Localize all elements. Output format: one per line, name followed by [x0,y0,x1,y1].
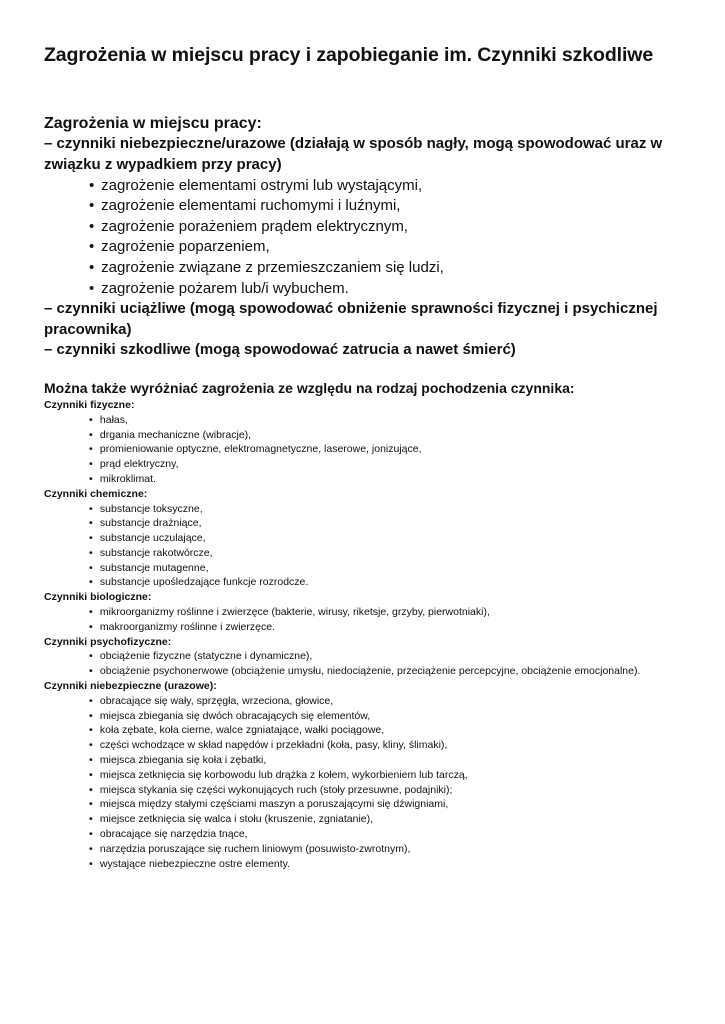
bullet-icon: • [89,768,93,781]
list-item: • zagrożenie związane z przemieszczaniem się ludzi, [89,258,685,279]
category-onerous [44,299,685,340]
list-item: • miejsca zbiegania się koła i zębatki, [89,754,267,767]
list-item: • zagrożenie elementami ruchomymi i luźnymi, [89,196,685,217]
bullet-icon: • [89,532,93,545]
list-item: • obciążenie psychonerwowe (obciążenie umysłu, niedociążenie, przeciążenie percepcyjne, obciążenie emocjonalne). [89,665,641,678]
list-item: • miejsca między stałymi częściami maszyn a poruszającymi się dźwigniami, [89,798,449,811]
list-item: • substancje drażniące, [89,517,202,530]
bullet-icon: • [89,798,93,811]
group-list [44,605,685,635]
bullet-icon: • [89,694,93,707]
list-item: • zagrożenie elementami ostrymi lub wystającymi, [89,176,685,197]
list-item: • koła zębate, koła cierne, walce zgniatające, wałki pociągowe, [89,724,385,737]
bullet-icon: • [89,546,93,559]
list-item: • zagrożenie poparzeniem, [89,237,685,258]
category-line: – czynniki uciążliwe (mogą spowodować obniżenie sprawności fizycznej i psychicznej [44,300,658,318]
bullet-icon: • [89,842,93,855]
bullet-icon: • [89,217,95,235]
list-item: • substancje mutagenne, [89,561,209,574]
list-item: • promieniowanie optyczne, elektromagnetyczne, laserowe, jonizujące, [89,443,422,456]
bullet-icon: • [89,413,93,426]
list-item: • drgania mechaniczne (wibracje), [89,428,252,441]
bullet-icon: • [89,724,93,737]
bullet-icon: • [89,754,93,767]
bullet-icon: • [89,176,95,194]
bullet-icon: • [89,739,93,752]
bullet-icon: • [89,517,93,530]
page-title: Zagrożenia w miejscu pracy i zapobieganie im. Czynniki szkodliwe [44,44,654,66]
list-item: • substancje toksyczne, [89,502,203,515]
list-item: • obciążenie fizyczne (statyczne i dynamiczne), [89,650,313,663]
bullet-icon: • [89,665,93,678]
bullet-icon: • [89,828,93,841]
list-item: • hałas, [89,413,128,426]
group-list [44,649,685,679]
list-item: • zagrożenie pożarem lub/i wybuchem. [89,279,685,300]
group-list [44,413,685,487]
bullet-icon: • [89,279,95,297]
bullet-icon: • [89,783,93,796]
group-title: Czynniki biologiczne: [44,591,152,604]
bullet-icon: • [89,258,95,276]
group-title: Czynniki chemiczne: [44,487,148,500]
list-item: • miejsca stykania się części wykonujących ruch (stoły przesuwne, podajniki); [89,783,453,796]
group-title: Czynniki fizyczne: [44,398,135,411]
bullet-icon: • [89,443,93,456]
category-harmful: – czynniki szkodliwe (mogą spowodować zatrucia a nawet śmierć) [44,341,516,359]
bullet-icon: • [89,813,93,826]
list-item: • części wchodzące w skład napędów i przekładni (koła, pasy, kliny, ślimaki), [89,739,448,752]
group-list [44,694,685,872]
list-item: • mikroklimat. [89,472,156,485]
list-item: • zagrożenie porażeniem prądem elektrycznym, [89,217,685,238]
category-line: pracownika) [44,320,132,338]
bullet-icon: • [89,502,93,515]
category-dangerous [44,134,685,175]
category-line: związku z wypadkiem przy pracy) [44,155,282,173]
origin-title: Można także wyróżniać zagrożenia ze względu na rodzaj pochodzenia czynnika: [44,379,575,396]
list-item: • miejsca zbiegania się dwóch obracających się elementów, [89,709,371,722]
list-item: • narzędzia poruszające się ruchem liniowym (posuwisto-zwrotnym), [89,842,411,855]
bullet-icon: • [89,709,93,722]
bullet-icon: • [89,458,93,471]
bullet-icon: • [89,857,93,870]
dangerous-list [44,176,685,300]
category-line: – czynniki niebezpieczne/urazowe (działają w sposób nagły, mogą spowodować uraz w [44,135,663,153]
list-item: • prąd elektryczny, [89,458,179,471]
origin-groups [44,398,685,872]
section-title: Zagrożenia w miejscu pracy: [44,115,262,133]
list-item: • wystające niebezpieczne ostre elementy. [89,857,290,870]
group-title: Czynniki psychofizyczne: [44,635,172,648]
list-item: • miejsca zetknięcia się korbowodu lub drążka z kołem, wykorbieniem lub tarczą, [89,768,468,781]
bullet-icon: • [89,650,93,663]
list-item: • obracające się wały, sprzęgła, wrzeciona, głowice, [89,694,334,707]
list-item: • miejsce zetknięcia się walca i stołu (kruszenie, zgniatanie), [89,813,374,826]
bullet-icon: • [89,428,93,441]
group-title: Czynniki niebezpieczne (urazowe): [44,680,217,693]
bullet-icon: • [89,197,95,215]
list-item: • obracające się narzędzia tnące, [89,828,248,841]
list-item: • mikroorganizmy roślinne i zwierzęce (bakterie, wirusy, riketsje, grzyby, pierwotniaki), [89,606,490,619]
bullet-icon: • [89,576,93,589]
bullet-icon: • [89,561,93,574]
list-item: • substancje rakotwórcze, [89,546,213,559]
list-item: • substancje upośledzające funkcje rozrodcze. [89,576,309,589]
bullet-icon: • [89,620,93,633]
group-list [44,502,685,591]
bullet-icon: • [89,472,93,485]
bullet-icon: • [89,238,95,256]
list-item: • makroorganizmy roślinne i zwierzęce. [89,620,275,633]
list-item: • substancje uczulające, [89,532,206,545]
bullet-icon: • [89,606,93,619]
